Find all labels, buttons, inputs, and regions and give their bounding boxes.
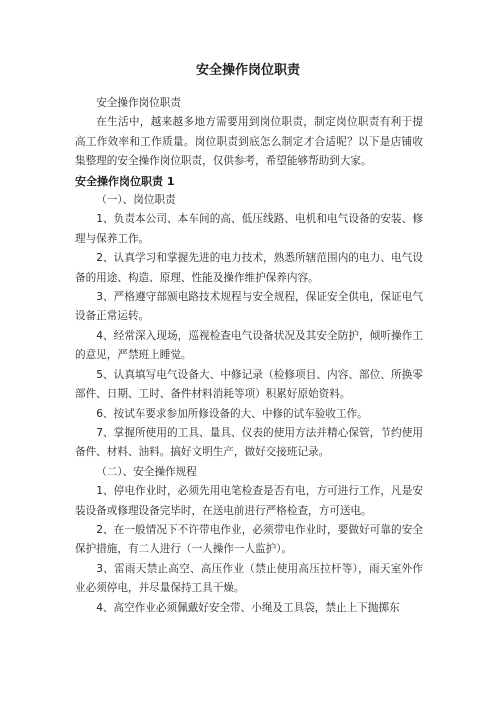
paragraph: 1、负责本公司、本车间的高、低压线路、电机和电气设备的安装、修理与保养工作。: [75, 213, 423, 245]
section-heading: 安全操作岗位职责 1: [75, 174, 175, 188]
document-title: 安全操作岗位职责: [195, 63, 300, 78]
paragraph: 1、停电作业时，必须先用电笔检查是否有电，方可进行工作，凡是安装设备或修理设备完毕时，在送电前进行严格检查，方可送电。: [75, 485, 423, 517]
paragraph: （一）、岗位职责: [96, 194, 176, 207]
document-body: [75, 94, 423, 618]
paragraph: 5、认真填写电气设备大、中修记录（检修项目、内容、部位、所换零部件、日期、工时、备件材料消耗等项）积累好原始资料。: [75, 368, 423, 401]
paragraph: 4、高空作业必须佩戴好安全带、小绳及工具袋，禁止上下抛掷东: [96, 601, 400, 614]
paragraph: 4、经常深入现场，巡视检查电气设备状况及其安全防护，倾听操作工的意见，严禁班上睡觉。: [75, 329, 423, 362]
paragraph: 2、在一般情况下不许带电作业，必须带电作业时，要做好可靠的安全保护措施，有二人进行（一人操作一人监护）。: [75, 523, 423, 556]
paragraph: 6、按试车要求参加所修设备的大、中修的试车验收工作。: [96, 407, 368, 420]
paragraph: （二）、安全操作规程: [96, 465, 197, 478]
paragraph: 3、雷雨天禁止高空、高压作业（禁止使用高压拉杆等），雨天室外作业必须停电，并尽量保持工具干燥。: [75, 562, 423, 595]
paragraph: 在生活中，越来越多地方需要用到岗位职责，制定岗位职责有利于提高工作效率和工作质量。岗位职责到底怎么制定才合适呢？以下是店铺收集整理的安全操作岗位职责，仅供参考，希望能够帮助到大家。: [75, 116, 423, 168]
paragraph: 3、严格遵守部颁电路技术规程与安全规程，保证安全供电，保证电气设备正常运转。: [75, 291, 423, 323]
paragraph: 安全操作岗位职责: [96, 97, 181, 109]
paragraph: 2、认真学习和掌握先进的电力技术，熟悉所辖范围内的电力、电气设备的用途、构造、原理、性能及操作维护保养内容。: [75, 252, 423, 284]
paragraph: 7、掌握所使用的工具、量具、仪表的使用方法并精心保管，节约使用备件、材料、油料。搞好文明生产，做好交接班记录。: [75, 426, 423, 459]
